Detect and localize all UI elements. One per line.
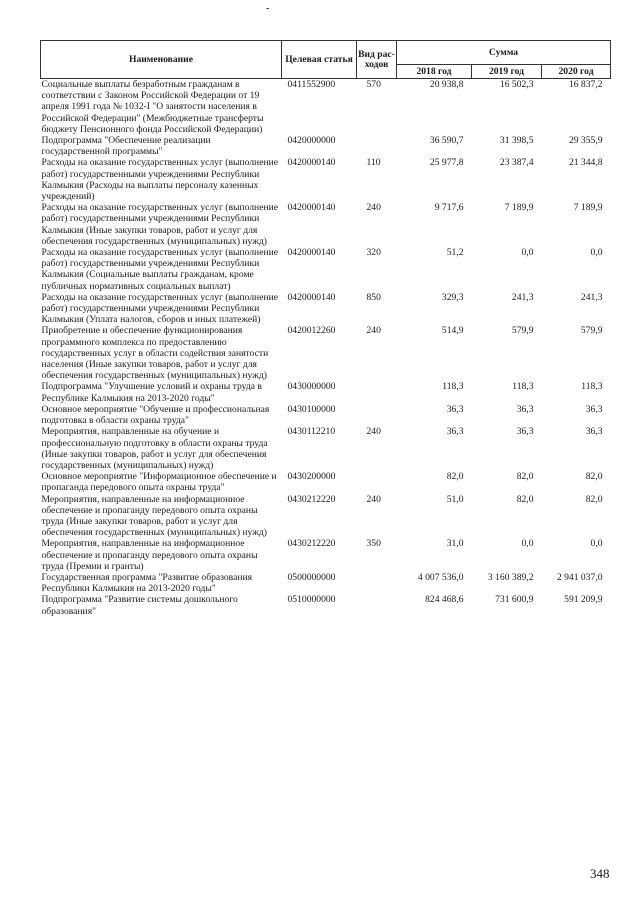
row-value-2020: 82,0 <box>585 493 603 505</box>
row-value-2019: 23 387,4 <box>499 157 534 169</box>
row-value-2018: 82,0 <box>446 471 464 483</box>
table-row <box>41 572 611 594</box>
table-row <box>41 325 611 381</box>
row-name: Расходы на оказание государственных услуг (выполнение работ) государственными учреждениями Республики Калмыкия (Социальные выплаты гражданам, кроме публичных нормативных социальных выплат) <box>41 247 278 292</box>
table-row <box>41 79 611 136</box>
row-name: Подпрограмма "Развитие системы дошкольного образования" <box>41 594 238 617</box>
row-value-2020: 7 189,9 <box>573 202 603 214</box>
row-name: Расходы на оказание государственных услуг (выполнение работ) государственными учреждениями Республики Калмыкия (Иные закупки товаров, работ и услуг для обеспечения государственных (муниципальных) нужд) <box>41 202 278 247</box>
row-vid: 240 <box>366 493 381 505</box>
table-row <box>41 135 611 157</box>
row-value-2018: 824 468,6 <box>425 594 464 606</box>
row-name: Приобретение и обеспечение функционирования программного комплекса по предоставлению государственных услуг в области содействия занятости населения (Иные закупки товаров, работ и услуг для обеспечения государственных (муниципальных) нужд) <box>41 325 269 382</box>
row-value-2019: 731 600,9 <box>495 594 534 606</box>
row-value-2020: 241,3 <box>580 291 603 303</box>
row-code: 0430112210 <box>287 426 336 438</box>
page-mark: - <box>266 3 270 14</box>
row-vid: 110 <box>366 157 381 169</box>
row-value-2019: 36,3 <box>516 403 534 415</box>
row-value-2018: 51,0 <box>446 493 464 505</box>
row-name: Основное мероприятие "Обучение и профессиональная подготовка в области охраны труда" <box>41 403 270 427</box>
row-value-2020: 16 837,2 <box>568 79 603 90</box>
row-value-2018: 25 977,8 <box>429 157 464 169</box>
row-code: 0420012260 <box>287 325 336 337</box>
row-value-2018: 36 590,7 <box>429 135 464 147</box>
row-value-2018: 36,3 <box>446 426 464 438</box>
row-code: 0430200000 <box>287 471 336 483</box>
row-code: 0430100000 <box>287 403 336 415</box>
row-value-2020: 36,3 <box>585 403 603 415</box>
header-vid: Вид рас-ходов <box>357 41 397 79</box>
table-row <box>41 471 611 493</box>
row-code: 0420000140 <box>287 291 336 303</box>
row-vid: 240 <box>366 325 381 337</box>
row-name: Мероприятия, направленные на информационное обеспечение и пропаганду передового опыта охраны труда (Иные закупки товаров, работ и услуг для обеспечения государственных (муниципальных) нужд) <box>41 493 267 539</box>
row-value-2020: 118,3 <box>581 381 603 393</box>
row-code: 0430212220 <box>287 538 336 550</box>
row-value-2018: 514,9 <box>441 325 464 337</box>
row-value-2020: 2 941 037,0 <box>556 571 603 583</box>
row-value-2018: 4 007 536,0 <box>417 571 464 583</box>
row-vid <box>357 135 397 157</box>
row-value-2018: 20 938,8 <box>429 79 464 90</box>
row-value-2019: 579,9 <box>511 325 534 337</box>
row-name: Расходы на оказание государственных услуг (выполнение работ) государственными учреждениями Республики Калмыкия (Расходы на выплаты персоналу казенных учреждений) <box>41 157 278 203</box>
row-value-2019: 3 160 389,2 <box>487 571 534 583</box>
row-name: Расходы на оказание государственных услуг (выполнение работ) государственными учреждениями Республики Калмыкия (Уплата налогов, сборов и иных платежей) <box>41 291 278 326</box>
row-vid: 320 <box>366 247 381 259</box>
header-sum: Сумма <box>397 41 611 65</box>
table-row <box>41 404 611 426</box>
header-name: Наименование <box>41 41 282 79</box>
row-vid: 850 <box>366 291 381 303</box>
table-row <box>41 292 611 326</box>
row-code: 0420000140 <box>287 202 336 214</box>
row-name: Мероприятия, направленные на информационное обеспечение и пропаганду передового опыта охраны труда (Премии и гранты) <box>41 538 258 572</box>
row-value-2019: 7 189,9 <box>504 202 534 214</box>
row-vid <box>357 381 397 403</box>
row-value-2018: 9 717,6 <box>434 202 464 214</box>
row-value-2019: 0,0 <box>521 247 534 259</box>
row-name: Социальные выплаты безработным гражданам в соответствии с Законом Российской Федерации от 19 апреля 1991 года № 1032-I "О занятости населения в Российской Федерации" (Межбюджетные трансферты бюджету Пенсионного фонда Российской Федерации) <box>41 79 264 135</box>
table-row <box>41 594 611 616</box>
row-vid <box>357 404 397 426</box>
table-row <box>41 381 611 403</box>
row-value-2018: 118,3 <box>442 381 464 393</box>
row-value-2020: 36,3 <box>585 426 603 438</box>
row-value-2020: 29 355,9 <box>568 135 603 147</box>
row-code: 0430000000 <box>287 381 336 393</box>
row-code: 0420000140 <box>287 157 336 169</box>
row-value-2018: 51,2 <box>446 247 464 259</box>
table-row <box>41 247 611 292</box>
row-vid <box>357 594 397 616</box>
row-name: Мероприятия, направленные на обучение и профессиональную подготовку в области охраны труда (Иные закупки товаров, работ и услуг для обеспечения государственных (муниципальных) нужд) <box>41 426 268 471</box>
row-value-2018: 36,3 <box>446 403 464 415</box>
row-value-2019: 241,3 <box>511 291 534 303</box>
row-value-2020: 591 209,9 <box>564 594 603 606</box>
row-value-2020: 21 344,8 <box>568 157 603 169</box>
row-code: 0411552900 <box>287 79 336 90</box>
row-value-2020: 82,0 <box>585 471 603 483</box>
row-value-2020: 0,0 <box>590 538 603 550</box>
row-vid: 240 <box>366 426 381 438</box>
header-year-2019: 2019 год <box>472 65 542 79</box>
row-name: Подпрограмма "Улучшение условий и охраны труда в Республике Калмыкия на 2013-2020 годы" <box>41 381 262 404</box>
row-value-2020: 0,0 <box>590 247 603 259</box>
row-vid: 350 <box>366 538 381 550</box>
row-name: Государственная программа "Развитие образования Республики Калмыкия на 2013-2020 годы" <box>41 571 253 595</box>
row-vid <box>357 471 397 493</box>
page-number: 348 <box>590 866 610 881</box>
row-value-2019: 36,3 <box>516 426 534 438</box>
row-code: 0420000140 <box>287 247 336 259</box>
row-name: Основное мероприятие "Информационное обеспечение и пропаганда передового опыта охраны труда" <box>41 471 277 494</box>
row-code: 0500000000 <box>287 571 336 583</box>
row-vid <box>357 572 397 594</box>
row-code: 0430212220 <box>287 493 336 505</box>
row-value-2020: 579,9 <box>580 325 603 337</box>
header-target: Целевая статья <box>282 41 357 79</box>
table-header <box>41 41 611 79</box>
table-row <box>41 157 611 202</box>
table-row <box>41 538 611 572</box>
row-code: 0510000000 <box>287 594 336 606</box>
header-year-2020: 2020 год <box>542 65 611 79</box>
row-value-2019: 118,3 <box>512 381 534 393</box>
row-vid: 240 <box>366 202 381 214</box>
table-row <box>41 494 611 539</box>
header-year-2018: 2018 год <box>397 65 472 79</box>
row-value-2019: 82,0 <box>516 471 534 483</box>
table-row <box>41 426 611 471</box>
row-value-2019: 16 502,3 <box>499 79 534 90</box>
row-value-2018: 329,3 <box>441 291 464 303</box>
table-row <box>41 202 611 247</box>
table-body <box>41 79 611 617</box>
row-value-2018: 31,0 <box>446 538 464 550</box>
row-name: Подпрограмма "Обеспечение реализации государственной программы" <box>41 135 211 158</box>
budget-table <box>40 40 611 617</box>
row-value-2019: 0,0 <box>521 538 534 550</box>
row-code: 0420000000 <box>287 135 336 147</box>
row-value-2019: 82,0 <box>516 493 534 505</box>
row-vid: 570 <box>366 79 381 90</box>
row-value-2019: 31 398,5 <box>499 135 534 147</box>
